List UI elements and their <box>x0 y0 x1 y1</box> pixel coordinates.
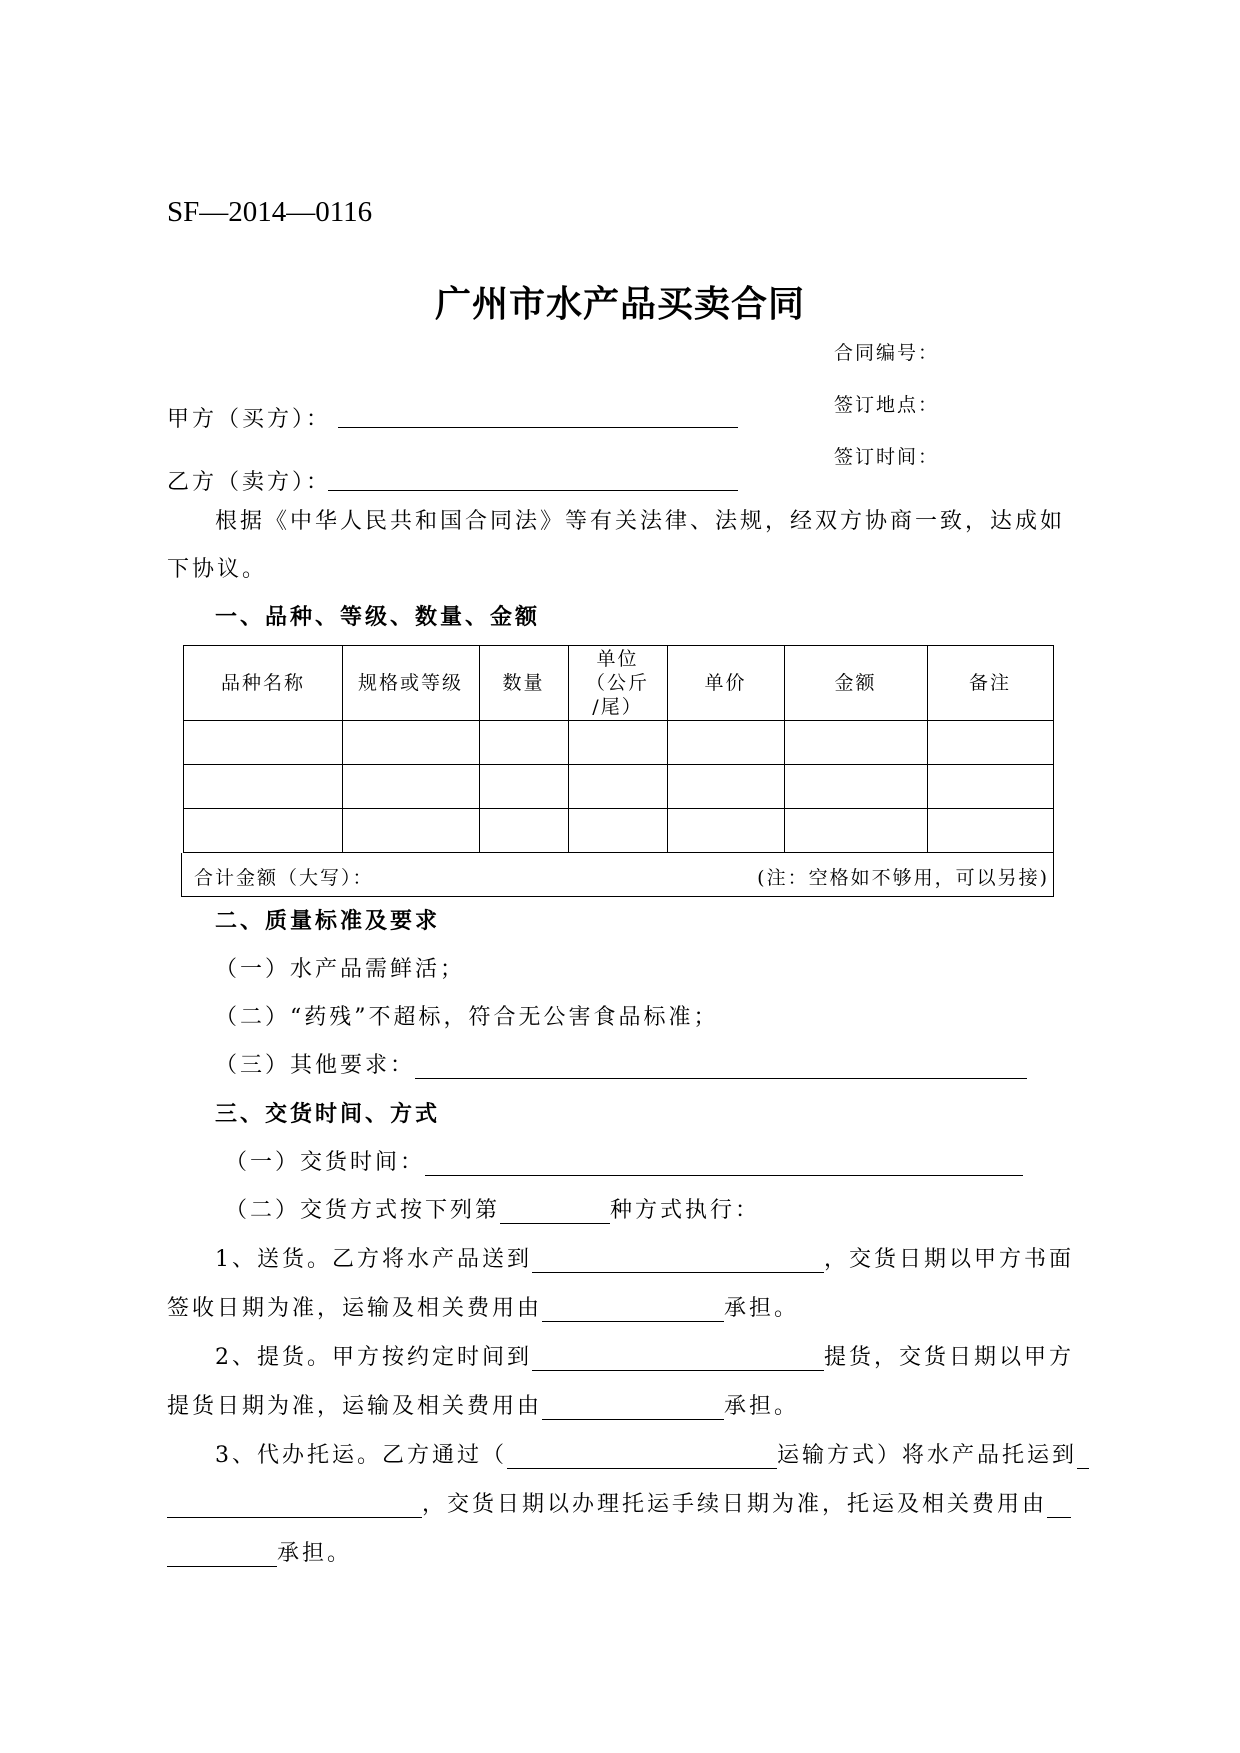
option-1-cost-bearer-field[interactable] <box>542 1297 724 1322</box>
document-code: SF—2014—0116 <box>167 196 373 228</box>
page-title: 广州市水产品买卖合同 <box>434 283 805 325</box>
header-unit-line-1: 单位 <box>596 648 639 670</box>
header-unit-line-2: （公斤 <box>585 672 649 694</box>
option-1-text-b: ，交货日期以甲方书面 <box>824 1247 1075 1272</box>
quality-item-2: （二）“药残”不超标，符合无公害食品标准； <box>215 1005 719 1030</box>
option-3-line-2 <box>167 1487 1071 1518</box>
delivery-time-field[interactable] <box>425 1151 1023 1176</box>
total-amount-label: 合计金额（大写）： <box>194 867 374 889</box>
section-1-heading: 一、品种、等级、数量、金额 <box>215 604 541 630</box>
consign-destination-field[interactable] <box>167 1493 422 1518</box>
header-unit-price: 单价 <box>704 672 747 694</box>
option-3-text-a: 3、代办托运。乙方通过（ <box>215 1443 507 1468</box>
delivery-time-line <box>225 1145 1023 1176</box>
option-3-line-3 <box>167 1536 352 1567</box>
party-a-label: 甲方（买方）： <box>167 407 332 432</box>
option-2-line-1 <box>215 1340 1074 1371</box>
option-1-line-2 <box>167 1291 799 1322</box>
delivery-time-label: （一）交货时间： <box>225 1150 426 1175</box>
signing-time-label: 签订时间： <box>834 446 940 468</box>
option-2-text-c: 提货日期为准，运输及相关费用由 <box>167 1394 543 1419</box>
party-b-label: 乙方（卖方）： <box>167 470 332 495</box>
option-2-line-2 <box>167 1389 799 1420</box>
option-3-text-d: 承担。 <box>277 1541 353 1566</box>
transport-mode-field[interactable] <box>507 1444 777 1469</box>
header-product-name: 品种名称 <box>220 672 305 694</box>
quality-item-1: （一）水产品需鲜活； <box>215 957 466 982</box>
intro-line-1: 根据《中华人民共和国合同法》等有关法律、法规，经双方协商一致，达成如 <box>215 509 1066 534</box>
section-3-heading: 三、交货时间、方式 <box>215 1101 441 1127</box>
delivery-method-field[interactable] <box>500 1199 610 1224</box>
option-1-text-a: 1、送货。乙方将水产品送到 <box>215 1247 532 1272</box>
option-1-line-1 <box>215 1242 1074 1273</box>
table-note: (注：空格如不够用，可以另接) <box>757 867 1049 889</box>
header-unit <box>568 646 667 720</box>
contract-number-label: 合同编号： <box>834 342 940 364</box>
other-requirements-field[interactable] <box>415 1054 1027 1079</box>
option-3-line-1 <box>215 1438 1089 1469</box>
table-row-divider <box>184 764 1053 765</box>
option-2-text-b: 提货，交货日期以甲方 <box>824 1345 1075 1370</box>
option-2-text-a: 2、提货。甲方按约定时间到 <box>215 1345 532 1370</box>
option-2-cost-bearer-field[interactable] <box>542 1395 724 1420</box>
table-row-divider <box>184 720 1053 721</box>
option-3-cost-bearer-field-start[interactable] <box>1047 1493 1071 1518</box>
delivery-method-label-a: （二）交货方式按下列第 <box>225 1198 501 1223</box>
table-row-divider <box>184 808 1053 809</box>
party-b-field[interactable] <box>328 490 738 491</box>
delivery-destination-field[interactable] <box>532 1248 824 1273</box>
header-grade: 规格或等级 <box>357 672 463 694</box>
option-1-text-d: 承担。 <box>724 1296 800 1321</box>
quality-item-3-label: （三）其他要求： <box>215 1053 416 1078</box>
items-table <box>183 645 1054 853</box>
total-amount-row <box>181 853 1054 897</box>
option-1-text-c: 签收日期为准，运输及相关费用由 <box>167 1296 543 1321</box>
delivery-method-line <box>225 1193 760 1224</box>
consign-destination-field-start[interactable] <box>1077 1444 1089 1469</box>
option-2-text-d: 承担。 <box>724 1394 800 1419</box>
header-amount: 金额 <box>834 672 877 694</box>
header-quantity: 数量 <box>502 672 545 694</box>
intro-line-2: 下协议。 <box>167 557 268 582</box>
party-a-field[interactable] <box>338 427 738 428</box>
option-3-text-c: ，交货日期以办理托运手续日期为准，托运及相关费用由 <box>422 1492 1048 1517</box>
option-3-cost-bearer-field[interactable] <box>167 1542 277 1567</box>
pickup-location-field[interactable] <box>532 1346 824 1371</box>
signing-place-label: 签订地点： <box>834 394 940 416</box>
header-remarks: 备注 <box>968 672 1011 694</box>
section-2-heading: 二、质量标准及要求 <box>215 908 441 934</box>
quality-item-3 <box>215 1048 1027 1079</box>
delivery-method-label-b: 种方式执行： <box>610 1198 761 1223</box>
header-unit-line-3: /尾） <box>592 696 643 718</box>
option-3-text-b: 运输方式）将水产品托运到 <box>777 1443 1078 1468</box>
